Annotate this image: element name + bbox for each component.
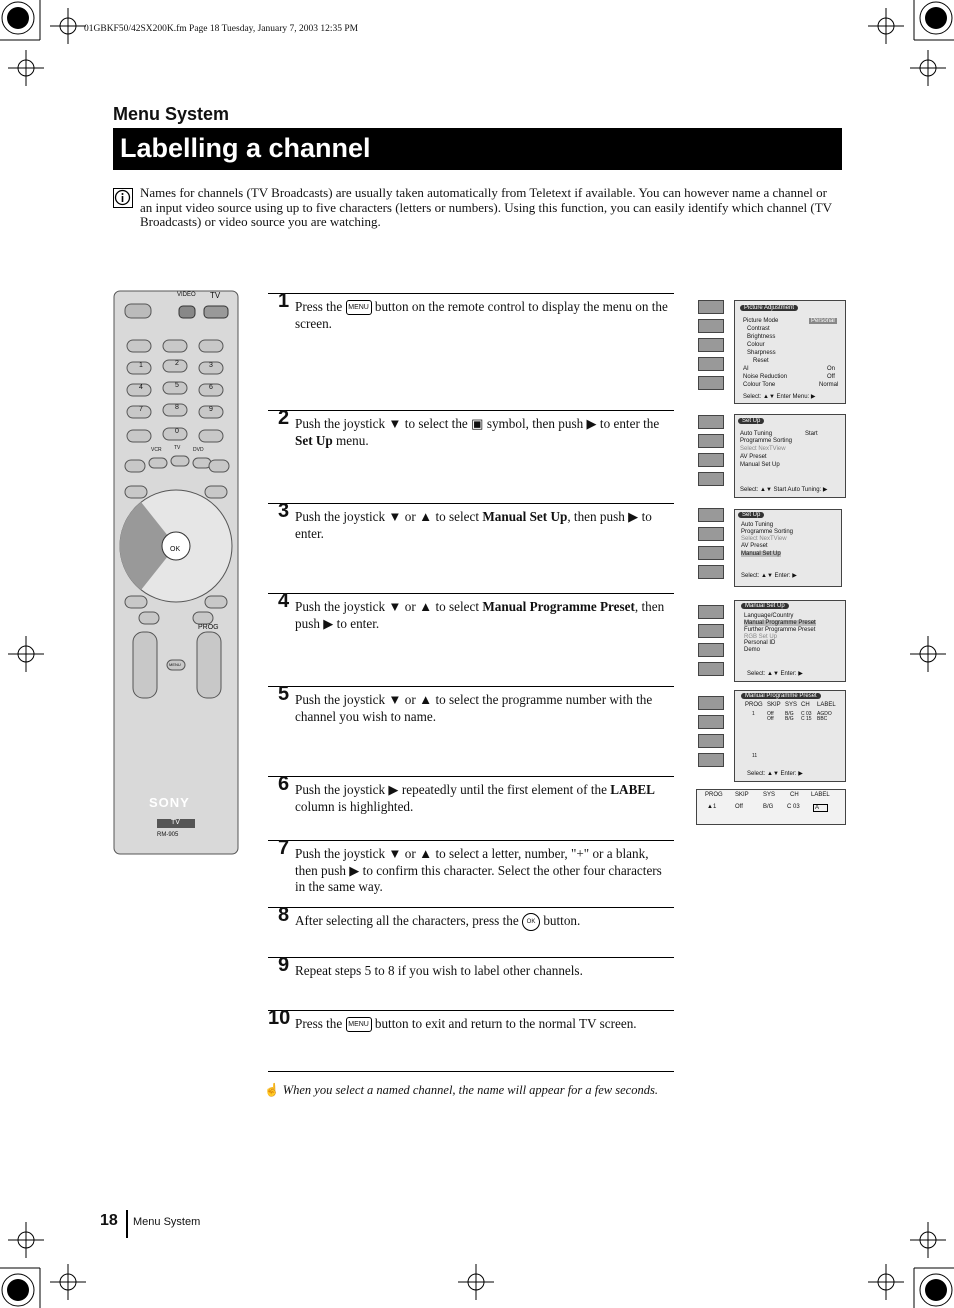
key-1[interactable]: 1 — [139, 362, 143, 369]
setup-symbol-icon: ▣ — [471, 416, 484, 431]
step-number: 7 — [278, 837, 290, 859]
joystick-up-icon: ▲ — [419, 692, 433, 707]
source-tv: TV — [174, 445, 181, 451]
joystick-down-icon: ▼ — [388, 599, 402, 614]
joystick-right-icon: ▶ — [349, 862, 360, 878]
key-2[interactable]: 2 — [175, 360, 179, 367]
crosshair-icon — [864, 4, 908, 48]
crosshair-icon — [864, 1260, 908, 1304]
step-4: 4 Push the joystick ▼ or ▲ to select Manual Programme Preset, then push ▶ to enter. — [268, 593, 674, 686]
step-number: 4 — [278, 590, 290, 612]
remote-model: RM-905 — [157, 832, 179, 838]
joystick-right-icon: ▶ — [323, 615, 334, 631]
joystick-down-icon: ▼ — [388, 692, 402, 707]
step-number: 5 — [278, 683, 290, 705]
prog-label: PROG — [198, 624, 219, 631]
crosshair-icon — [4, 1218, 48, 1262]
joystick-right-icon: ▶ — [388, 782, 399, 797]
step-number: 3 — [278, 500, 290, 522]
menu-key-icon: MENU — [346, 300, 372, 315]
step-8: 8 After selecting all the characters, press the OK button. — [268, 907, 674, 957]
intro-paragraph: Names for channels (TV Broadcasts) are usually taken automatically from Teletext if available. You can however name a channel or an input video source using up to five characters (letters or numbers). Using this function, you can easily identify which channel (TV Broadcasts) or video source you are watching. — [140, 185, 832, 229]
video-label: VIDEO — [177, 292, 196, 298]
osd-setup-manual: Set Up Auto Tuning Programme Sorting Select NexTView AV Preset Manual Set Up Select: ▲▼ Enter: ▶ — [734, 509, 842, 587]
source-dvd: DVD — [193, 447, 204, 453]
remote-menu-button[interactable]: MENU — [169, 662, 181, 667]
joystick-up-icon: ▲ — [419, 846, 433, 861]
menu-key-icon: MENU — [346, 1017, 372, 1032]
step-6: 6 Push the joystick ▶ repeatedly until the first element of the LABEL column is highlighted. — [268, 776, 674, 840]
step-number: 6 — [278, 773, 290, 795]
osd-menu-icons — [698, 508, 724, 584]
step-7: 7 Push the joystick ▼ or ▲ to select a letter, number, "+" or a blank, then push ▶ to confirm this character. Select the other four characters in the same way. — [268, 840, 674, 907]
joystick-down-icon: ▼ — [388, 846, 402, 861]
page-title: Labelling a channel — [113, 128, 842, 170]
step-2: 2 Push the joystick ▼ to select the ▣ symbol, then push ▶ to enter the Set Up menu. — [268, 410, 674, 503]
key-6[interactable]: 6 — [209, 384, 213, 391]
remote-tv-label: TV — [171, 819, 180, 826]
crosshair-icon — [46, 1260, 90, 1304]
section-heading: Menu System — [113, 104, 230, 124]
joystick-up-icon: ▲ — [419, 509, 433, 524]
osd-manual-set-up: Manual Set Up Language/Country Manual Programme Preset Further Programme Preset RGB Set Up Personal ID Demo Select: ▲▼ Enter: ▶ — [734, 600, 846, 682]
key-7[interactable]: 7 — [139, 406, 143, 413]
ok-button-icon: OK — [522, 913, 540, 931]
crosshair-icon — [4, 632, 48, 676]
key-9[interactable]: 9 — [209, 406, 213, 413]
step-number: 10 — [268, 1007, 291, 1029]
step-3: 3 Push the joystick ▼ or ▲ to select Manual Set Up, then push ▶ to enter. — [268, 503, 674, 594]
step-number: 9 — [278, 954, 290, 976]
key-4[interactable]: 4 — [139, 384, 143, 391]
step-9: 9 Repeat steps 5 to 8 if you wish to label other channels. — [268, 957, 674, 1011]
tip-note: ☝ When you select a named channel, the name will appear for a few seconds. — [264, 1083, 658, 1097]
joystick-up-icon: ▲ — [419, 599, 433, 614]
crosshair-icon — [906, 46, 950, 90]
step-number: 8 — [278, 904, 290, 926]
crosshair-icon — [4, 46, 48, 90]
crosshair-icon — [906, 632, 950, 676]
osd-menu-icons — [698, 300, 724, 395]
footer-divider — [126, 1210, 128, 1238]
crosshair-icon — [906, 1218, 950, 1262]
step-10: 10 Press the MENU button to exit and return to the normal TV screen. — [268, 1010, 674, 1072]
joystick-down-icon: ▼ — [388, 416, 402, 431]
registration-mark-icon — [910, 1264, 954, 1308]
osd-picture-adjustment: Picture Adjustment Picture Mode Personal Contrast Brightness Colour Sharpness Reset AI On Noise Reduction Off Colour Tone Normal Select: ▲▼ Enter Menu: ▶ — [734, 300, 846, 404]
key-0[interactable]: 0 — [175, 428, 179, 435]
source-vcr: VCR — [151, 447, 162, 453]
thumbs-up-icon: ☝ — [264, 1083, 280, 1097]
remote-control — [113, 290, 239, 855]
step-5: 5 Push the joystick ▼ or ▲ to select the programme number with the channel you wish to name. — [268, 686, 674, 776]
registration-mark-icon — [0, 0, 44, 44]
page-number: 18 — [100, 1212, 118, 1229]
tv-label: TV — [210, 291, 221, 300]
crosshair-icon — [454, 1260, 498, 1304]
osd-manual-programme-preset: Manual Programme Preset PROG SKIP SYS CH LABEL 1 Off B/G C 03 AGDO Off B/G C 15 BBC 11 Select: ▲▼ Enter: ▶ — [734, 690, 846, 782]
step-1: 1 Press the MENU button on the remote control to display the menu on the screen. — [268, 293, 674, 410]
key-3[interactable]: 3 — [209, 362, 213, 369]
osd-label-row: PROG SKIP SYS CH LABEL ▲1 Off B/G C 03 A — [696, 789, 846, 825]
file-info-header: 01GBKF50/42SX200K.fm Page 18 Tuesday, January 7, 2003 12:35 PM — [84, 24, 359, 34]
joystick-right-icon: ▶ — [628, 509, 639, 524]
ok-button[interactable]: OK — [170, 546, 181, 553]
osd-setup-auto-tuning: Set Up Auto Tuning Start Programme Sorting Select NexTView AV Preset Manual Set Up Select: ▲▼ Start Auto Tuning: ▶ — [734, 414, 846, 498]
osd-menu-icons — [698, 415, 724, 491]
osd-menu-icons — [698, 605, 724, 681]
sony-logo: SONY — [149, 795, 190, 810]
step-number: 2 — [278, 407, 290, 429]
step-number: 1 — [278, 290, 290, 312]
key-8[interactable]: 8 — [175, 404, 179, 411]
registration-mark-icon — [0, 1264, 44, 1308]
osd-menu-icons — [698, 696, 724, 772]
footer-section: Menu System — [133, 1216, 201, 1228]
info-icon — [113, 188, 133, 208]
joystick-down-icon: ▼ — [388, 509, 402, 524]
registration-mark-icon — [910, 0, 954, 44]
key-5[interactable]: 5 — [175, 382, 179, 389]
joystick-right-icon: ▶ — [586, 416, 597, 431]
